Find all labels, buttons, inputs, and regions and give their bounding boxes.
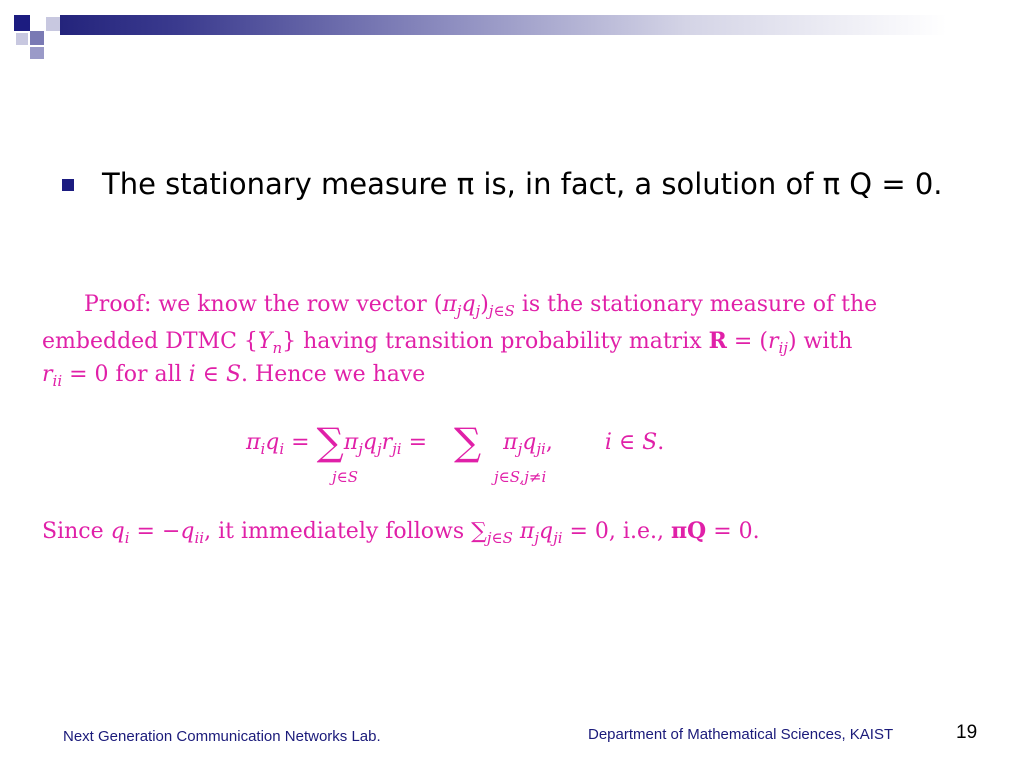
deco-square [30,15,46,31]
eq-symbol: r [381,430,393,455]
bullet-text: The stationary measure π is, in fact, a solution of π Q = 0. [102,167,943,201]
page-number: 19 [956,722,978,743]
proof-text: = 0. [706,519,760,544]
eq-symbol: q [265,430,280,455]
proof-text: embedded DTMC { [42,329,258,354]
eq-operator: ∈ [611,430,643,455]
eq-operator: = [284,430,317,455]
eq-subscript: j [376,440,382,458]
eq-subscript: i [279,440,285,458]
proof-subscript: n [272,339,283,357]
proof-symbol: r [767,329,779,354]
proof-text: . Hence we have [241,362,426,387]
proof-text: Since [42,519,111,544]
proof-matrix-symbol: πQ [670,518,707,544]
proof-text: = 0 for all [62,362,189,387]
deco-square [46,0,62,16]
eq-punct: , [545,430,553,455]
proof-symbol: S [225,362,242,387]
deco-square [14,15,30,31]
proof-text: = 0, i.e., [562,519,671,544]
proof-text: , it immediately follows [204,519,472,544]
proof-text: is the stationary measure of the [514,292,878,317]
footer-department: Department of Mathematical Sciences, KAIST [588,726,894,743]
proof-text: = − [129,519,181,544]
proof-subscript: i [124,529,130,547]
proof-symbol: i [188,362,196,387]
proof-text: } having transition probability matrix [282,329,709,354]
proof-text: ) with [787,329,853,354]
eq-subscript: j [517,440,523,458]
deco-square [30,31,44,45]
proof-subscript: j∈S [486,529,513,547]
proof-symbol: q [461,292,476,317]
eq-operator: = [401,430,435,455]
eq-subscript: ji [536,440,546,458]
proof-subscript: j∈S [488,302,515,320]
proof-subscript: j [456,302,462,320]
proof-symbol: q [180,519,195,544]
eq-symbol: i [604,430,612,455]
proof-text: Proof: we know the row vector ( [84,292,443,317]
proof-text: ∈ [195,362,226,387]
deco-square [30,47,44,59]
proof-subscript: j [475,302,481,320]
eq-symbol: q [362,430,377,455]
proof-subscript: ii [52,372,63,390]
sum-symbol: ∑ [471,519,487,544]
proof-subscript: ji [553,529,563,547]
proof-subscript: ij [778,339,788,357]
sum-symbol: ∑ [454,420,482,464]
eq-subscript: ji [392,440,402,458]
eq-symbol: π [503,430,518,455]
eq-symbol: π [246,430,261,455]
proof-symbol: π [442,292,457,317]
proof-line-3 [42,362,425,390]
sum-index-2: j∈S,j≠i [494,468,547,486]
proof-symbol: q [538,519,554,544]
proof-line-2 [42,328,852,357]
bullet-square-icon [62,179,74,191]
footer-lab-name: Next Generation Communication Networks Lab. [63,728,381,745]
eq-punct: . [657,430,665,455]
eq-symbol: q [522,430,537,455]
proof-matrix-symbol: R [708,328,727,354]
proof-text: = ( [726,329,768,354]
proof-line-conclusion [42,518,760,547]
header-gradient-bar [60,15,1024,35]
proof-subscript: j [534,529,539,547]
sum-symbol: ∑ [316,420,344,464]
eq-symbol: π [343,430,359,455]
proof-line-1 [84,292,877,320]
deco-square [16,33,28,45]
proof-symbol: r [42,362,53,387]
sum-index-1: j∈S [332,468,359,486]
eq-subscript: j [358,440,363,458]
proof-subscript: ii [194,529,205,547]
eq-symbol: S [642,430,658,455]
proof-text: ) [480,292,489,317]
display-equation [246,420,664,464]
proof-symbol: π [512,519,535,544]
proof-symbol: q [110,519,125,544]
eq-subscript: i [260,440,266,458]
proof-symbol: Y [257,329,273,354]
